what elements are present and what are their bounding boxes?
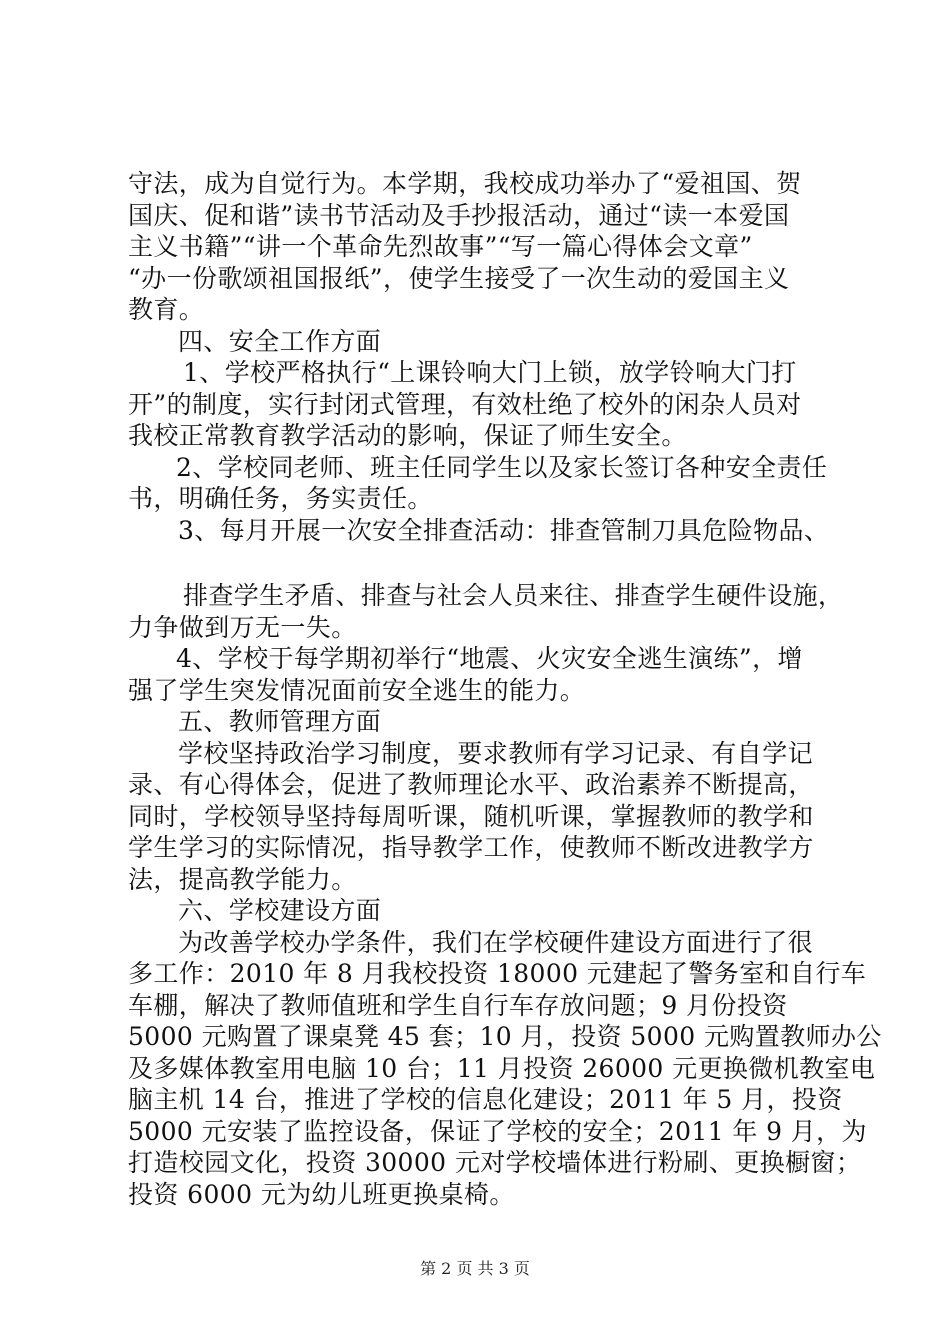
paragraph-line: 国庆、促和谐”读书节活动及手抄报活动，通过“读一本爱国 (128, 200, 790, 230)
paragraph-line: 主义书籍”“讲一个革命先烈故事”“写一篇心得体会文章” (128, 232, 753, 261)
paragraph-line: 投资 6000 元为幼儿班更换桌椅。 (128, 1179, 515, 1209)
paragraph-line: 5000 元购置了课桌凳 45 套；10 月，投资 5000 元购置教师办公 (128, 1022, 882, 1051)
paragraph-line: 强了学生突发情况面前安全逃生的能力。 (128, 675, 586, 705)
paragraph-line: 教育。 (128, 295, 205, 324)
paragraph-line: 法，提高教学能力。 (128, 864, 357, 894)
paragraph-line: 4、学校于每学期初举行“地震、火灾安全逃生演练”，增 (176, 644, 803, 673)
paragraph-line: 学校坚持政治学习制度，要求教师有学习记录、有自学记 (178, 738, 814, 768)
paragraph-line: 学生学习的实际情况，指导教学工作，使教师不断改进教学方 (128, 833, 814, 862)
paragraph-line: 2、学校同老师、班主任同学生以及家长签订各种安全责任 (176, 452, 828, 482)
blank-gap (128, 546, 828, 580)
paragraph-line: 脑主机 14 台，推进了学校的信息化建设；2011 年 5 月，投资 (128, 1085, 843, 1114)
paragraph-line: 同时，学校领导坚持每周听课，随机听课，掌握教师的教学和 (128, 801, 814, 831)
section-heading-teachers: 五、教师管理方面 (178, 707, 382, 736)
paragraph-line: 及多媒体教室用电脑 10 台；11 月投资 26000 元更换微机教室电 (128, 1053, 876, 1083)
paragraph-line: 力争做到万无一失。 (128, 612, 357, 642)
paragraph-line: 为改善学校办学条件，我们在学校硬件建设方面进行了很 (178, 927, 814, 957)
section-heading-safety: 四、安全工作方面 (178, 326, 382, 356)
paragraph-line: 1、学校严格执行“上课铃响大门上锁，放学铃响大门打 (183, 358, 797, 387)
paragraph-line: 守法，成为自觉行为。本学期，我校成功举办了“爱祖国、贺 (128, 169, 802, 198)
paragraph-line: 排查学生矛盾、排查与社会人员来往、排查学生硬件设施， (183, 581, 844, 610)
paragraph-line: 录、有心得体会，促进了教师理论水平、政治素养不断提高， (128, 770, 814, 799)
paragraph-line: 3、每月开展一次安全排查活动：排查管制刀具危险物品、 (178, 515, 830, 545)
paragraph-line: 书，明确任务，务实责任。 (128, 484, 433, 513)
paragraph-line: 开”的制度，实行封闭式管理，有效杜绝了校外的闲杂人员对 (128, 389, 802, 419)
paragraph-line: 多工作：2010 年 8 月我校投资 18000 元建起了警务室和自行车 (128, 959, 867, 988)
paragraph-line: “办一份歌颂祖国报纸”，使学生接受了一次生动的爱国主义 (128, 263, 790, 293)
document-body (128, 168, 882, 1210)
paragraph-line: 车棚，解决了教师值班和学生自行车存放问题；9 月份投资 (128, 990, 788, 1020)
section-heading-construction: 六、学校建设方面 (178, 896, 382, 925)
paragraph-line: 打造校园文化，投资 30000 元对学校墙体进行粉刷、更换橱窗； (128, 1148, 862, 1177)
paragraph-line: 5000 元安装了监控设备，保证了学校的安全；2011 年 9 月，为 (128, 1116, 867, 1146)
page-footer: 第 2 页 共 3 页 (420, 1259, 530, 1278)
paragraph-line: 我校正常教育教学活动的影响，保证了师生安全。 (128, 421, 687, 450)
